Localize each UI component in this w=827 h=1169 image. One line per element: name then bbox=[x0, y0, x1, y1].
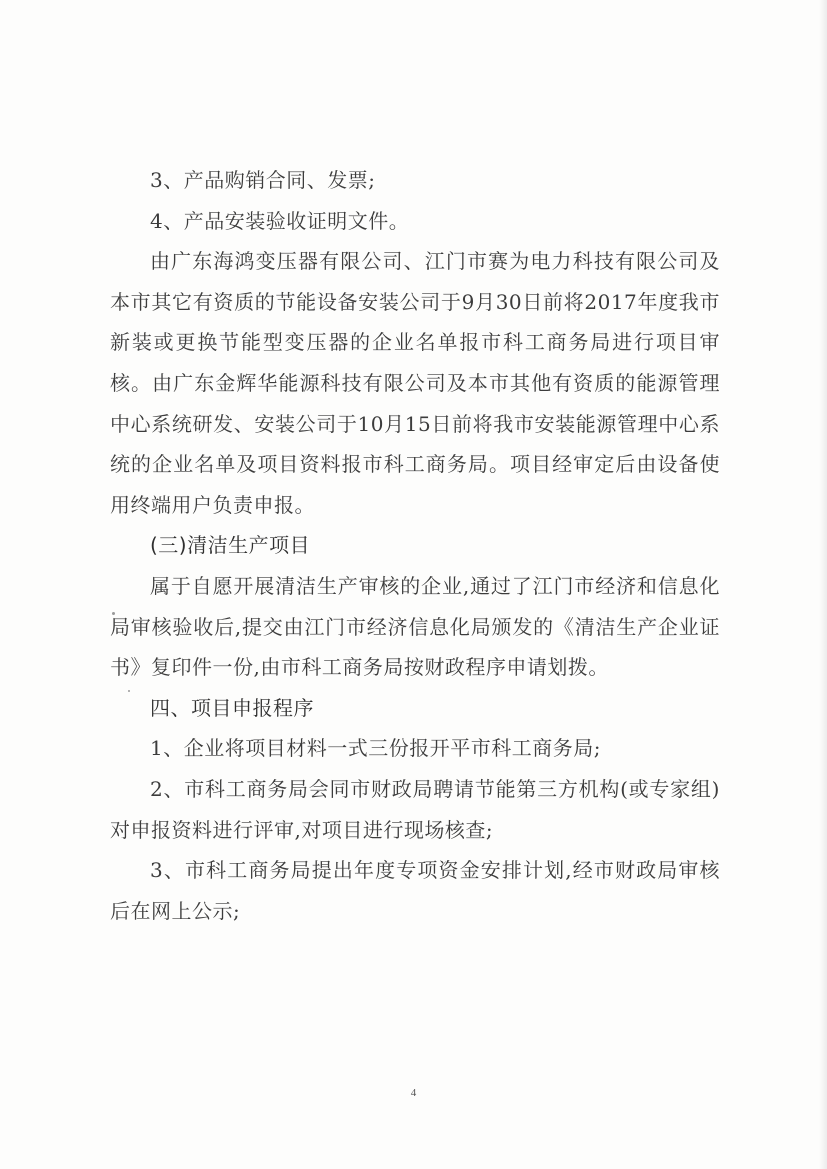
procedure-step-3: 3、市科工商务局提出年度专项资金安排计划,经市财政局审核后在网上公示; bbox=[110, 858, 720, 923]
section-heading-clean-production: (三)清洁生产项目 bbox=[150, 533, 311, 558]
document-body bbox=[110, 160, 720, 931]
section-heading-application-procedure: 四、项目申报程序 bbox=[150, 695, 314, 720]
scan-edge-shadow bbox=[819, 0, 827, 1169]
procedure-step-1: 1、企业将项目材料一式三份报开平市科工商务局; bbox=[150, 736, 601, 761]
paragraph-clean-production: 属于自愿开展清洁生产审核的企业,通过了江门市经济和信息化局审核验收后,提交由江门市经济信息化局颁发的《清洁生产企业证书》复印件一份,由市科工商务局按财政程序申请划拨。 bbox=[110, 573, 720, 680]
page-number: 4 bbox=[410, 1087, 417, 1099]
paragraph-transformer-reporting: 由广东海鸿变压器有限公司、江门市赛为电力科技有限公司及本市其它有资质的节能设备安装公司于9月30日前将2017年度我市新装或更换节能型变压器的企业名单报市科工商务局进行项目审核。由广东金辉华能源科技有限公司及本市其他有资质的能源管理中心系统研发、安装公司于10月15日前将我市安装能源管理中心系统的企业名单及项目资料报市科工商务局。项目经审定后由设备使用终端用户负责申报。 bbox=[110, 249, 720, 517]
list-item-contract-invoice: 3、产品购销合同、发票; bbox=[150, 168, 376, 192]
procedure-step-2: 2、市科工商务局会同市财政局聘请节能第三方机构(或专家组)对申报资料进行评审,对项目进行现场核查; bbox=[110, 776, 720, 842]
list-item-installation-proof: 4、产品安装验收证明文件。 bbox=[150, 208, 410, 233]
